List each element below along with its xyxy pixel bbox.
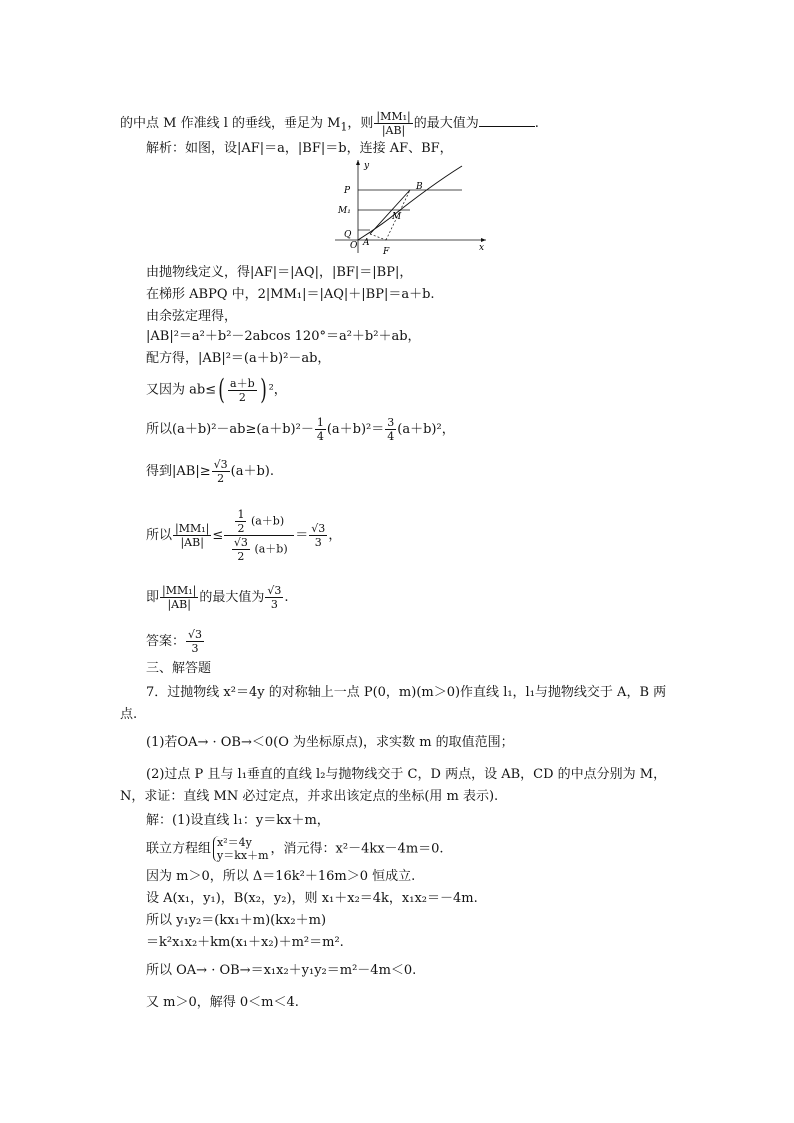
solution-line-1: 解析：如图，设|AF|＝a，|BF|＝b，连接 AF、BF，	[146, 141, 453, 156]
problem7-line-2: 点.	[120, 707, 138, 722]
p7-solution-4: 设 A(x₁，y₁)，B(x₂，y₂)，则 x₁＋x₂＝4k，x₁x₂＝－4m.	[146, 891, 478, 906]
label-P: P	[344, 186, 351, 196]
solution-line-10: 所以 $\frac{\text{|MM₁|}}{|AB|}$ ≤ $\frac{1}{2}$ (a＋b) $\frac{√3}{2}$ (a＋b) ＝ $\frac{√3}{3}$ ，	[146, 508, 342, 563]
line-AF	[370, 234, 386, 240]
solution-line-5: |AB|²＝a²＋b²－2abcos 120°＝a²＋b²＋ab，	[146, 329, 421, 344]
label-F: F	[383, 247, 390, 257]
solution-line-2: 由抛物线定义，得|AF|＝|AQ|，|BF|＝|BP|，	[146, 265, 413, 280]
solution-line-11: 即 $\frac{\text{|MM₁|}}{|AB|}$ 的最大值为 $\frac{√3}{3}$ .	[146, 584, 289, 611]
solution-line-8: 所以(a＋b)²－ab≥(a＋b)²－ $\frac{1}{4}$ (a＋b)²＝ $\frac{3}{4}$ (a＋b)²，	[146, 416, 455, 443]
intro-line: 的中点 M 作准线 l 的垂线，垂足为 $M_1$，则 $\frac{\text{|MM₁|}}{|AB|}$ 的最大值为 .	[120, 110, 539, 137]
p7-solution-6: ＝k²x₁x₂＋km(x₁＋x₂)＋m²＝m².	[146, 935, 344, 950]
solution-line-7: 又因为 ab≤( $\frac{a+b}{2}$ ) ²，	[146, 373, 287, 406]
problem7-q1: (1)若OA→ · OB→＜0(O 为坐标原点)，求实数 m 的取值范围；	[146, 735, 514, 750]
intro-text: 的中点 M 作准线 l 的垂线，垂足为 M	[120, 116, 341, 131]
p7-solution-8: 又 m＞0，解得 0＜m＜4.	[146, 995, 299, 1010]
section-title: 三、解答题	[146, 661, 212, 676]
label-A: A	[363, 238, 370, 248]
p7-solution-2: 联立方程组 x²＝4y y＝kx＋m ，消元得：x²－4kx－4m＝0.	[146, 836, 444, 862]
solution-line-4: 由余弦定理得，	[146, 309, 238, 324]
parabola-curve	[358, 166, 462, 240]
p7-solution-3: 因为 m＞0，所以 Δ＝16k²＋16m＞0 恒成立.	[146, 869, 416, 884]
line-AB	[370, 190, 410, 234]
label-x: x	[479, 243, 485, 253]
label-Q: Q	[344, 230, 352, 240]
intro-fraction: $\frac{\text{|MM₁|}}{|AB|}$	[376, 110, 411, 137]
intro-mid: ，则	[347, 116, 374, 131]
problem7-q2-b: N，求证：直线 MN 必过定点，并求出该定点的坐标(用 m 表示).	[120, 789, 499, 804]
answer-line: 答案： $\frac{√3}{3}$	[146, 628, 203, 655]
intro-suffix: 的最大值为	[413, 116, 479, 131]
label-y: y	[364, 161, 370, 171]
label-M1: M₁	[338, 206, 351, 216]
p7-solution-5: 所以 y₁y₂＝(kx₁＋m)(kx₂＋m)	[146, 913, 327, 928]
problem7-q2-a: (2)过点 P 且与 l₁垂直的直线 l₂与抛物线交于 C，D 两点，设 AB，CD 的中点分别为 M，	[146, 767, 667, 782]
answer-blank	[479, 114, 535, 127]
label-B: B	[416, 182, 423, 192]
intro-sub: 1	[340, 120, 348, 134]
label-M: M	[392, 212, 402, 222]
solution-line-6: 配方得，|AB|²＝(a＋b)²－ab，	[146, 351, 331, 366]
p7-solution-7: 所以 OA→ · OB→＝x₁x₂＋y₁y₂＝m²－4m＜0.	[146, 963, 417, 978]
solution-line-9: 得到|AB|≥ $\frac{√3}{2}$ (a＋b).	[146, 458, 274, 485]
solution-line-3: 在梯形 ABPQ 中，2|MM₁|＝|AQ|＋|BP|＝a＋b.	[146, 287, 435, 302]
p7-solution-1: 解：(1)设直线 l₁：y＝kx＋m，	[146, 813, 330, 828]
problem7-line-1: 7．过抛物线 x²＝4y 的对称轴上一点 P(0，m)(m＞0)作直线 l₁，l₁与抛物线交于 A，B 两	[146, 685, 667, 700]
parabola-figure	[330, 158, 490, 258]
label-O: O	[350, 241, 358, 251]
